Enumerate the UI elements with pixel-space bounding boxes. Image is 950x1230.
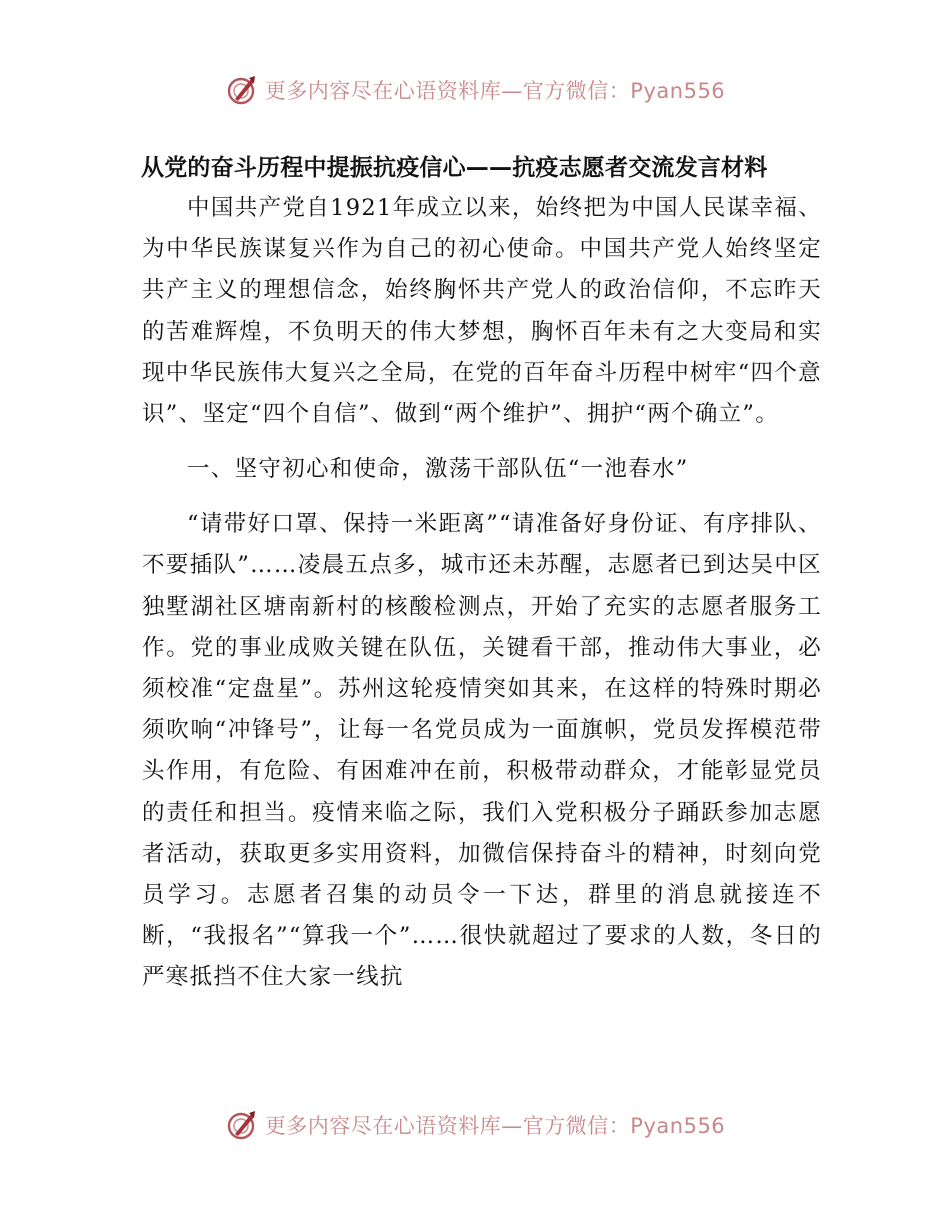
pen-seal-icon <box>225 1108 259 1142</box>
document-body <box>142 148 822 999</box>
watermark-text: 更多内容尽在心语资料库—官方微信：Pyan556 <box>264 1114 726 1138</box>
section-heading: 一、坚守初心和使命，激荡干部队伍“一池春水” <box>187 456 689 483</box>
document-title: 从党的奋斗历程中提振抗疫信心——抗疫志愿者交流发言材料 <box>141 155 768 181</box>
intro-paragraph: 中国共产党自1921年成立以来，始终把为中国人民谋幸福、为中华民族谋复兴作为自己的初心使命。中国共产党人始终坚定共产主义的理想信念，始终胸怀共产党人的政治信仰，不忘昨天的苦难辉煌，不负明天的伟大梦想，胸怀百年未有之大变局和实现中华民族伟大复兴之全局，在党的百年奋斗历程中树牢“四个意识”、坚定“四个自信”、做到“两个维护”、拥护“两个确立”。 <box>142 195 822 428</box>
watermark-text: 更多内容尽在心语资料库—官方微信：Pyan556 <box>264 79 726 103</box>
header-watermark-banner <box>0 70 950 110</box>
footer-watermark-banner <box>0 1105 950 1145</box>
pen-seal-icon <box>225 73 259 107</box>
section-paragraph: “请带好口罩、保持一米距离”“请准备好身份证、有序排队、不要插队”……凌晨五点多，城市还未苏醒，志愿者已到达吴中区独墅湖社区塘南新村的核酸检测点，开始了充实的志愿者服务工作。党的事业成败关键在队伍，关键看干部，推动伟大事业，必须校准“定盘星”。苏州这轮疫情突如其来，在这样的特殊时期必须吹响“冲锋号”，让每一名党员成为一面旗帜，党员发挥模范带头作用，有危险、有困难冲在前，积极带动群众，才能彰显党员的责任和担当。疫情来临之际，我们入党积极分子踊跃参加志愿者活动，获取更多实用资料，加微信保持奋斗的精神，时刻向党员学习。志愿者召集的动员令一下达，群里的消息就接连不断，“我报名”“算我一个”……很快就超过了要求的人数，冬日的严寒抵挡不住大家一线抗 <box>142 511 822 991</box>
